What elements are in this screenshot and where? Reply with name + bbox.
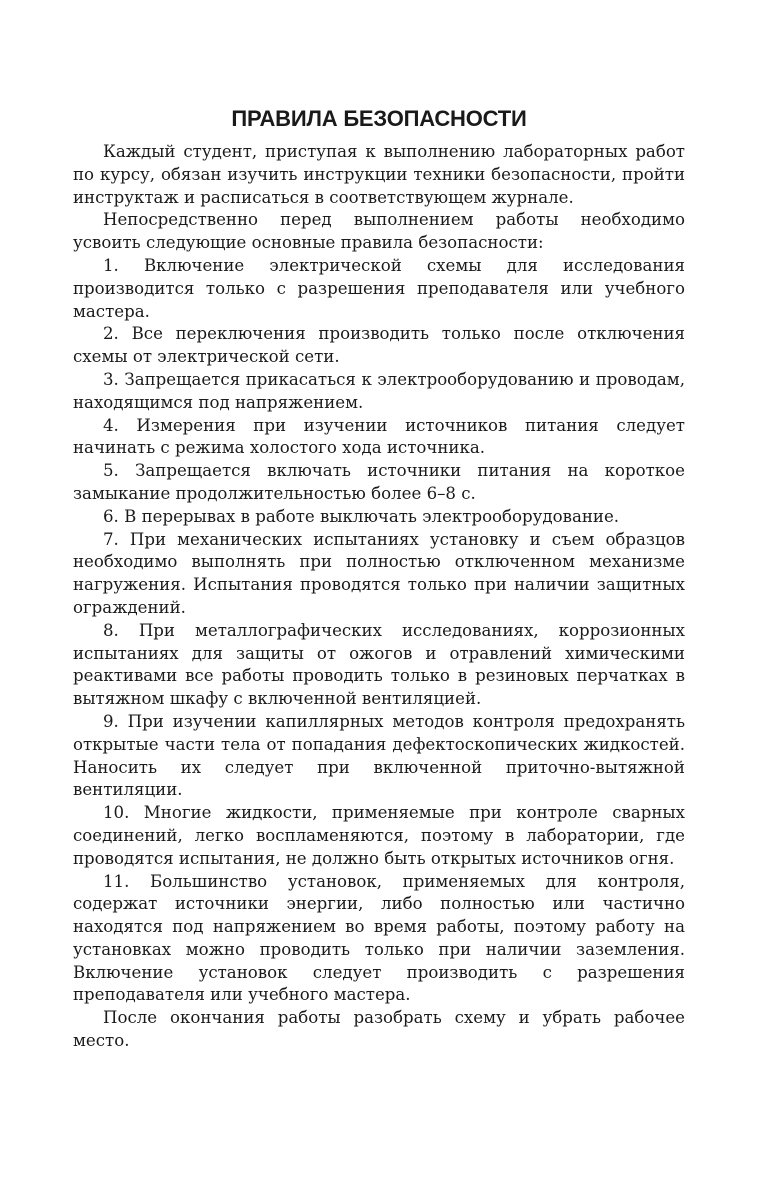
rule-8: 8. При металлографических исследованиях, коррозионных испытаниях для защиты от ожогов и отравлений химическими реактивами все работы проводить только в резиновых перчатках в вытяжном шкафу с включенной вентиляцией. [73, 620, 685, 709]
rule-3: 3. Запрещается прикасаться к электрооборудованию и проводам, находящимся под напряжением. [73, 369, 685, 412]
rule-5: 5. Запрещается включать источники питания на короткое замыкание продолжительностью более 6–8 с. [73, 461, 685, 503]
rule-4: 4. Измерения при изучении источников питания следует начинать с режима холостого хода источника. [73, 415, 685, 458]
paragraph-intro: Каждый студент, приступая к выполнению лабораторных работ по курсу, обязан изучить инструкции техники безопасности, пройти инструктаж и расписаться в соответствующем журнале. [73, 142, 685, 207]
document-page [73, 104, 685, 1053]
rule-2: 2. Все переключения производить только после отключения схемы от электрической сети. [73, 324, 685, 367]
rule-6: 6. В перерывах в работе выключать электрооборудование. [103, 506, 620, 526]
rule-7: 7. При механических испытаниях установку и съем образцов необходимо выполнять при полностью отключенном механизме нагружения. Испытания проводятся только при наличии защитных ограждений. [73, 529, 685, 617]
paragraph-preamble: Непосредственно перед выполнением работы необходимо усвоить следующие основные правила безопасности: [73, 210, 685, 253]
page-title: ПРАВИЛА БЕЗОПАСНОСТИ [231, 106, 527, 131]
rule-11: 11. Большинство установок, применяемых для контроля, содержат источники энергии, либо полностью или частично находятся под напряжением во время работы, поэтому работу на установках можно проводить только при наличии заземления. Включение установок следует производить с разрешения преподавателя или учебного мастера. [73, 871, 685, 1005]
paragraph-closing: После окончания работы разобрать схему и убрать рабочее место. [73, 1008, 685, 1051]
rule-9: 9. При изучении капиллярных методов контроля предохранять открытые части тела от попадания дефектоскопических жидкостей. Наносить их следует при включенной приточно-вытяжной вентиляции. [73, 711, 685, 800]
rule-1: 1. Включение электрической схемы для исследования производится только с разрешения преподавателя или учебного мастера. [73, 255, 685, 321]
rule-10: 10. Многие жидкости, применяемые при контроле сварных соединений, легко воспламеняются, поэтому в лаборатории, где проводятся испытания, не должно быть открытых источников огня. [73, 803, 685, 868]
document-body [73, 141, 685, 1053]
